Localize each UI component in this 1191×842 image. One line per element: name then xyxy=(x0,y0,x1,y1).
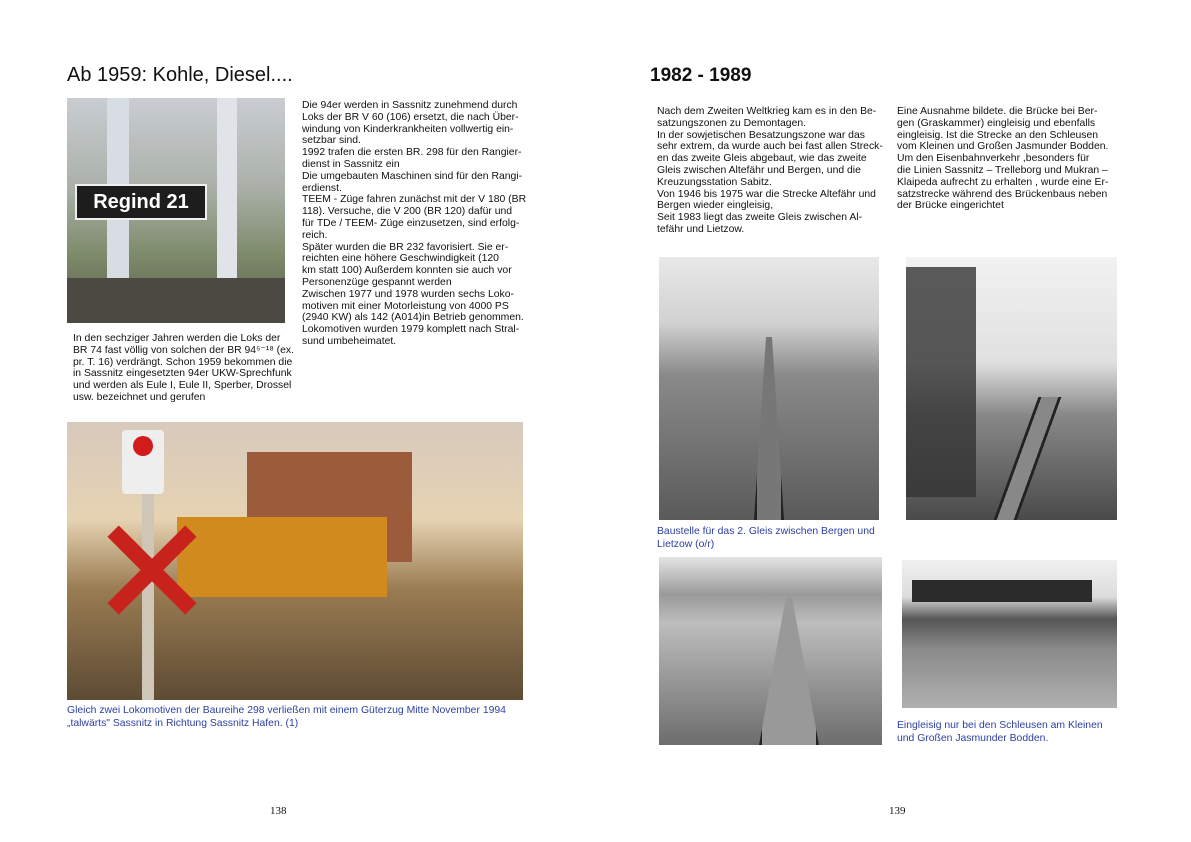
right-page-number: 139 xyxy=(889,805,906,817)
caption-locks: Eingleisig nur bei den Schleusen am Kleinen und Großen Jasmunder Bodden. xyxy=(897,720,1103,744)
regind-sign: Regind 21 xyxy=(75,184,207,220)
left-page-title: Ab 1959: Kohle, Diesel.... xyxy=(67,64,293,86)
photo-track-construction-2 xyxy=(906,257,1117,520)
right-col1-text: Nach dem Zweiten Weltkrieg kam es in den Be- satzungszonen zu Demontagen. In der sowjetischen Besatzungszone war das sehr extrem, da wurde auch bei fast allen Streck- en das zweite Gleis abgebaut, wie das zweite Gleis zwischen Altefähr und Bergen, und die Kreuzungsstation Sabitz. Von 1946 bis 1975 war die Strecke Altefähr und Bergen wieder eingleisig, Seit 1983 liegt das zweite Gleis zwischen Al- tefähr und Lietzow. xyxy=(657,106,883,235)
caption-construction: Baustelle für das 2. Gleis zwischen Bergen und Lietzow (o/r) xyxy=(657,526,875,550)
right-page-title: 1982 - 1989 xyxy=(650,65,752,86)
photo-bridge-locks xyxy=(902,560,1117,708)
photo1-caption: In den sechziger Jahren werden die Loks der BR 74 fast völlig von solchen der BR 94⁵⁻¹⁸ (ex. pr. T. 16) verdrängt. Schon 1959 bekommen die in Sassnitz eingesetzten 94er UKW-Sprechfunk und werden als Eule I, Eule II, Sperber, Drossel usw. bezeichnet und gerufen xyxy=(73,333,294,403)
photo-double-track xyxy=(659,557,882,745)
photo2-caption: Gleich zwei Lokomotiven der Baureihe 298 verließen mit einem Güterzug Mitte November 1994 „talwärts" Sassnitz in Richtung Sassnitz Hafen. (1) xyxy=(67,705,506,729)
left-page-number: 138 xyxy=(270,805,287,817)
photo-br298-freight-train xyxy=(67,422,523,700)
photo-track-construction-1 xyxy=(659,257,879,520)
photo-signal-post-regind21 xyxy=(67,98,285,323)
right-col2-text: Eine Ausnahme bildete. die Brücke bei Ber- gen (Graskammer) eingleisig und ebenfalls eingleisig. Ist die Strecke an den Schleusen vom Kleinen und Großen Jasmunder Bodden. Um den Eisenbahnverkehr ,besonders für die Linien Sassnitz – Trelleborg und Mukran – Klaipeda aufrecht zu erhalten , wurde eine Er- satzstrecke während des Brückenbaus neben der Brücke eingerichtet xyxy=(897,106,1109,212)
left-body-text: Die 94er werden in Sassnitz zunehmend durch Loks der BR V 60 (106) ersetzt, die nach Über- windung von Kinderkrankheiten vollwertig ein- setzbar sind. 1992 trafen die ersten BR. 298 für den Rangier- dienst in Sassnitz ein Die umgebauten Maschinen sind für den Rangi- erdienst. TEEM - Züge fahren zunächst mit der V 180 (BR 118). Versuche, die V 200 (BR 120) dafür und für TDe / TEEM- Züge einzusetzen, sind erfolg- reich. Später wurden die BR 232 favorisiert. Sie er- reichten eine höhere Geschwindigkeit (120 km statt 100) Außerdem konnten sie auch vor Personenzüge gespannt werden Zwischen 1977 und 1978 wurden sechs Loko- motiven mit einer Motorleistung von 4000 PS (2940 KW) als 142 (A014)in Betrieb genommen. Lokomotiven wurden 1979 komplett nach Stral- sund umbeheimatet. xyxy=(302,100,527,347)
